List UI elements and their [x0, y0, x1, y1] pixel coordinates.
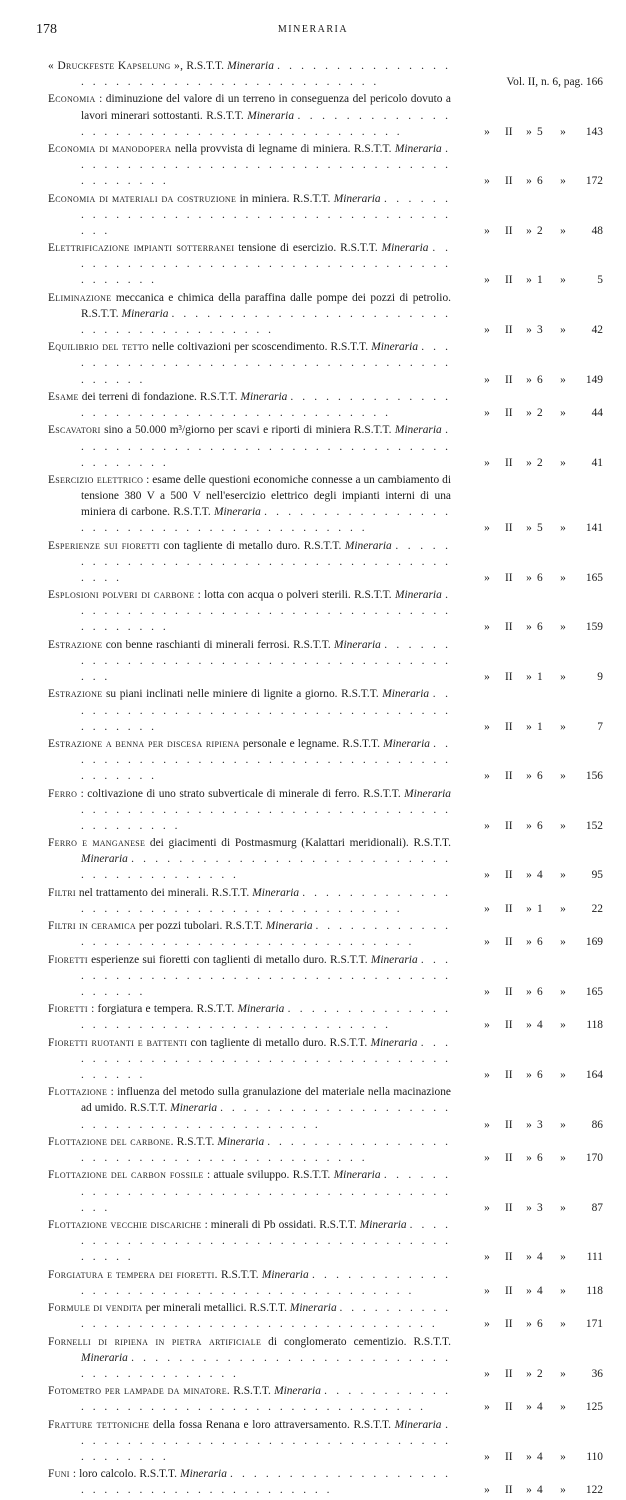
entry-source: Mineraria — [370, 1036, 418, 1049]
leader-dots: . . . . . . . . . . . . . . . . . . . . . . . . . . . . . . . . . . . . . . . . . — [81, 1351, 451, 1380]
leader-dots: . . . . . . . . . . . . . . . . . . . . . . . . . . . . . . . . . . . . . . . . . — [81, 1169, 451, 1214]
entry-heading: Flottazione vecchie discariche — [48, 1218, 202, 1231]
entry-reference: » II » 6 » 165 — [449, 570, 603, 586]
entry-description: : minerali di Pb ossidati. R.S.T.T. — [201, 1218, 360, 1231]
entry-source: Mineraria — [394, 589, 442, 602]
issue-number: 6 — [537, 1318, 543, 1331]
entry-description: sino a 50.000 m³/giorno per scavi e riporti di miniera R.S.T.T. — [100, 424, 395, 437]
leader-dots: . . . . . . . . . . . . . . . . . . . . . . . . . . . . . . . . . . . . . . . . . — [81, 1385, 451, 1414]
entry-heading: Filtri — [48, 886, 76, 899]
entry-description: : attuale sviluppo. R.S.T.T. — [203, 1169, 334, 1182]
entry-source: Mineraria — [359, 1218, 407, 1231]
entry-description: per minerali metallici. R.S.T.T. — [142, 1302, 290, 1315]
page-ref: 95 — [591, 869, 603, 882]
entry-reference: » II » 4 » 95 — [449, 867, 603, 883]
index-entry — [48, 786, 603, 834]
volume: II — [505, 770, 513, 783]
entry-source: Mineraria — [81, 853, 128, 866]
entry-source: Mineraria — [214, 506, 261, 519]
entry-description: con tagliente di metallo duro. R.S.T.T. — [159, 539, 345, 552]
leader-dots: . . . . . . . . . . . . . . . . . . . . . . . . . . . . . . . . . . . . . . . . . — [81, 1268, 451, 1297]
entry-reference: » II » 4 » 118 — [449, 1283, 603, 1299]
page-ref: 118 — [586, 1019, 603, 1032]
entry-source: Mineraria — [240, 390, 288, 403]
entry-source: Mineraria — [274, 1385, 321, 1398]
page-ref: 156 — [585, 770, 603, 783]
page-ref: 165 — [585, 985, 603, 998]
page-ref: 125 — [585, 1401, 603, 1414]
entry-reference: » II » 3 » 42 — [449, 322, 603, 338]
leader-dots: . . . . . . . . . . . . . . . . . . . . . . . . . . . . . . . . . . . . . . . . . — [81, 803, 451, 832]
entry-heading: Ferro e manganese — [48, 837, 146, 850]
entry-description: di conglomerato cementizio. R.S.T.T. — [261, 1335, 451, 1348]
volume: II — [505, 1152, 513, 1165]
index-entry — [48, 637, 603, 685]
entry-heading: Fioretti ruotanti e battenti — [48, 1036, 188, 1049]
entry-heading: Esplosioni polveri di carbone — [48, 589, 195, 602]
issue-number: 6 — [537, 571, 543, 584]
entry-source: Mineraria — [394, 1418, 442, 1431]
volume: II — [505, 323, 513, 336]
index-entry — [48, 240, 603, 288]
entry-reference: » II » 6 » 172 — [449, 173, 603, 189]
entry-heading: « Druckfeste Kapselung », — [48, 60, 184, 72]
volume: II — [505, 1019, 513, 1032]
issue-number: 6 — [537, 175, 543, 188]
index-entry — [48, 389, 603, 421]
page-ref: 48 — [591, 224, 603, 237]
entry-heading: Estrazione a benna per discesa ripiena — [48, 738, 240, 750]
entry-heading: Esercizio elettrico — [48, 474, 144, 487]
entry-source: Mineraria — [237, 1003, 285, 1016]
entry-source: Mineraria — [227, 60, 274, 72]
leader-dots: . . . . . . . . . . . . . . . . . . . . . . . . . . . . . . . . . . . . . . . . . — [81, 589, 451, 634]
entry-heading: Filtri in ceramica — [48, 920, 136, 933]
entry-source: Mineraria — [382, 688, 430, 701]
entry-source: Mineraria — [394, 424, 442, 437]
issue-number: 4 — [537, 1484, 543, 1497]
entry-source: Mineraria — [370, 953, 418, 966]
page-ref: 159 — [585, 621, 603, 634]
entry-source: Mineraria — [180, 1468, 227, 1481]
index-entry — [48, 538, 603, 586]
entry-heading: Forgiatura e tempera dei fioretti. — [48, 1268, 218, 1281]
entry-description: tensione di esercizio. R.S.T.T. — [234, 242, 382, 255]
entry-heading: Economia di manodopera — [48, 143, 172, 156]
page-ref: 110 — [586, 1450, 603, 1463]
volume: II — [505, 522, 513, 535]
volume: II — [505, 985, 513, 998]
issue-number: 4 — [537, 1284, 543, 1297]
entry-reference: » II » 3 » 87 — [449, 1200, 603, 1216]
volume: II — [505, 1401, 513, 1414]
index-entry — [48, 952, 603, 1000]
leader-dots: . . . . . . . . . . . . . . . . . . . . . . . . . . . . . . . . . . . . . . . . . — [81, 390, 451, 420]
issue-number: 5 — [537, 522, 543, 535]
issue-number: 2 — [537, 1367, 543, 1380]
index-entry — [48, 1300, 603, 1332]
index-entry — [48, 885, 603, 917]
volume: II — [505, 1284, 513, 1297]
entry-description: su piani inclinati nelle miniere di lignite a giorno. R.S.T.T. — [102, 688, 383, 701]
volume: II — [505, 571, 513, 584]
entry-heading: Esperienze sui fioretti — [48, 539, 160, 552]
entry-heading: Flottazione del carbone. — [48, 1135, 174, 1148]
issue-number: 2 — [537, 407, 543, 420]
entry-reference: » II » 1 » 22 — [449, 901, 603, 917]
entry-source: Mineraria — [344, 539, 392, 552]
entry-reference: » II » 6 » 152 — [449, 818, 603, 834]
entry-description: in miniera. R.S.T.T. — [236, 192, 334, 205]
volume: II — [505, 407, 513, 420]
entry-description: R.S.T.T. — [217, 1268, 262, 1281]
entry-description: personale e legname. R.S.T.T. — [239, 738, 384, 750]
issue-number: 2 — [537, 224, 543, 237]
volume: II — [505, 1450, 513, 1463]
entry-description: esperienze sui fioretti con taglienti di metallo duro. R.S.T.T. — [87, 953, 371, 966]
issue-number: 6 — [537, 936, 543, 949]
issue-number: 6 — [537, 819, 543, 832]
issue-number: 6 — [537, 1152, 543, 1165]
entry-reference: » II » 3 » 86 — [449, 1117, 603, 1133]
issue-number: 1 — [537, 902, 543, 915]
entry-description: nelle coltivazioni per scoscendimento. R.S.T.T. — [148, 341, 372, 354]
page-ref: 22 — [591, 902, 603, 915]
issue-number: 1 — [537, 720, 543, 733]
index-entry — [48, 58, 603, 90]
index-entry — [48, 141, 603, 189]
entry-reference: » II » 6 » 169 — [449, 934, 603, 950]
volume: II — [505, 1484, 513, 1497]
leader-dots: . . . . . . . . . . . . . . . . . . . . . . . . . . . . . . . . . . . . . . . . . — [81, 1302, 451, 1331]
entry-reference: » II » 6 » 170 — [449, 1150, 603, 1166]
entry-reference: » II » 6 » 164 — [449, 1067, 603, 1083]
volume: II — [505, 175, 513, 188]
page-ref: 36 — [591, 1367, 603, 1380]
page-ref: 169 — [585, 936, 603, 949]
entry-source: Mineraria — [394, 143, 442, 156]
entry-heading: Funi — [48, 1468, 70, 1481]
page-number: 178 — [36, 22, 57, 37]
entry-source: Mineraria — [333, 1169, 381, 1182]
page-ref: 171 — [585, 1318, 603, 1331]
entry-description: della fossa Renana e loro attraversamento. R.S.T.T. — [149, 1418, 395, 1431]
leader-dots: . . . . . . . . . . . . . . . . . . . . . . . . . . . . . . . . . . . . . . . . . — [81, 1468, 451, 1497]
entry-source: Mineraria — [265, 920, 313, 933]
entry-heading: Ferro — [48, 787, 78, 800]
index-entry — [48, 587, 603, 635]
issue-number: 6 — [537, 621, 543, 634]
volume: II — [505, 819, 513, 832]
issue-number: 4 — [537, 1251, 543, 1264]
leader-dots: . . . . . . . . . . . . . . . . . . . . . . . . . . . . . . . . . . . . . . . . . — [81, 424, 451, 469]
issue-number: 3 — [537, 1201, 543, 1214]
leader-dots: . . . . . . . . . . . . . . . . . . . . . . . . . . . . . . . . . . . . . . . . . — [81, 192, 452, 237]
entry-description: con tagliente di metallo duro. R.S.T.T. — [187, 1036, 371, 1049]
index-entry — [48, 290, 603, 338]
index-entry — [48, 339, 603, 387]
index-entry — [48, 1334, 603, 1382]
entry-heading: Formule di vendita — [48, 1302, 143, 1315]
entry-source: Mineraria — [383, 738, 430, 750]
index-entry — [48, 1084, 603, 1132]
entry-source: Mineraria — [334, 638, 381, 651]
page-ref: 170 — [585, 1152, 603, 1165]
entry-source: Mineraria — [371, 341, 419, 354]
page-ref: 9 — [597, 671, 603, 684]
index-entry — [48, 1134, 603, 1166]
leader-dots: . . . . . . . . . . . . . . . . . . . . . . . . . . . . . . . . . . . . . . . . . — [81, 920, 451, 949]
volume: II — [505, 936, 513, 949]
entry-description: nella provvista di legname di miniera. R.S.T.T. — [171, 143, 395, 156]
leader-dots: . . . . . . . . . . . . . . . . . . . . . . . . . . . . . . . . . . . . . . . . . — [81, 143, 451, 188]
leader-dots: . . . . . . . . . . . . . . . . . . . . . . . . . . . . . . . . . . . . . . . . . — [81, 1036, 451, 1081]
index-entry — [48, 835, 603, 883]
volume: II — [505, 671, 513, 684]
entry-reference: » II » 2 » 48 — [449, 223, 603, 239]
issue-number: 1 — [537, 274, 543, 287]
index-entry — [48, 1035, 603, 1083]
entry-heading: Estrazione — [48, 688, 103, 701]
leader-dots: . . . . . . . . . . . . . . . . . . . . . . . . . . . . . . . . . . . . . . . . . — [81, 539, 451, 584]
volume: II — [505, 1367, 513, 1380]
entry-description: dei terreni di fondazione. R.S.T.T. — [78, 390, 241, 403]
volume: II — [505, 373, 513, 386]
leader-dots: . . . . . . . . . . . . . . . . . . . . . . . . . . . . . . . . . . . . . . . . . — [81, 341, 451, 386]
entry-reference: » II » 2 » 44 — [449, 405, 603, 421]
page-ref: 152 — [585, 819, 603, 832]
entry-reference: Vol. II, n. 6, pag. 166 — [443, 74, 603, 90]
issue-number: 4 — [537, 869, 543, 882]
page-ref: 164 — [585, 1068, 603, 1081]
leader-dots: . . . . . . . . . . . . . . . . . . . . . . . . . . . . . . . . . . . . . . . . . — [81, 638, 451, 684]
entry-reference: » II » 4 » 122 — [449, 1482, 603, 1498]
entry-source: Mineraria — [217, 1135, 265, 1148]
index-entry — [48, 472, 603, 536]
entry-reference: » II » 2 » 41 — [449, 455, 603, 471]
entry-heading: Flottazione — [48, 1086, 108, 1099]
index-entry — [48, 1466, 603, 1498]
issue-number: 4 — [537, 1401, 543, 1414]
issue-number: 2 — [537, 456, 543, 469]
running-title: MINERARIA — [277, 24, 349, 35]
page-ref: 42 — [591, 323, 603, 336]
leader-dots: . . . . . . . . . . . . . . . . . . . . . . . . . . . . . . . . . . . . . . . . . — [81, 242, 451, 287]
leader-dots: . . . . . . . . . . . . . . . . . . . . . . . . . . . . . . . . . . . . . . . . . — [81, 1135, 451, 1165]
volume: II — [505, 1201, 513, 1214]
index-entry — [48, 1417, 603, 1465]
entry-heading: Esame — [48, 390, 79, 403]
issue-number: 3 — [537, 1118, 543, 1131]
leader-dots: . . . . . . . . . . . . . . . . . . . . . . . . . . . . . . . . . . . . . . . . . — [81, 1218, 451, 1264]
index-entry — [48, 91, 603, 139]
volume: II — [505, 1251, 513, 1264]
entry-description: : loro calcolo. R.S.T.T. — [69, 1468, 181, 1481]
page-ref: 165 — [585, 571, 603, 584]
leader-dots: . . . . . . . . . . . . . . . . . . . . . . . . . . . . . . . . . . . . . . . . . — [81, 307, 451, 336]
page-ref: 87 — [591, 1201, 603, 1214]
entry-description: : esame delle questioni economiche connesse a un cambiamento di tensione 380 V a 500 V nell'esercizio elettrico degli impianti interni di una miniera di carbone. R.S.T.T. — [81, 474, 451, 519]
entry-description: con benne raschianti di minerali ferrosi. R.S.T.T. — [102, 638, 335, 651]
entry-description: R.S.T.T. — [230, 1385, 275, 1398]
index-entry — [48, 1001, 603, 1033]
entry-heading: Fotometro per lampade da minatore. — [48, 1385, 231, 1398]
volume: II — [505, 224, 513, 237]
index-entry — [48, 1267, 603, 1299]
leader-dots: . . . . . . . . . . . . . . . . . . . . . . . . . . . . . . . . . . . . . . . . . — [81, 506, 452, 535]
page-ref: 41 — [591, 456, 603, 469]
entry-source: Mineraria — [404, 787, 451, 800]
entry-reference: » II » 4 » 125 — [449, 1399, 603, 1415]
issue-number: 4 — [537, 1450, 543, 1463]
leader-dots: . . . . . . . . . . . . . . . . . . . . . . . . . . . . . . . . . . . . . . . . . — [81, 60, 451, 89]
entry-reference: » II » 1 » 7 — [449, 719, 603, 735]
entry-reference: » II » 5 » 143 — [449, 124, 603, 140]
entry-heading: Escavatori — [48, 424, 101, 437]
entry-heading: Flottazione del carbon fossile — [48, 1169, 204, 1182]
index-entry — [48, 1383, 603, 1415]
leader-dots: . . . . . . . . . . . . . . . . . . . . . . . . . . . . . . . . . . . . . . . . . — [81, 953, 451, 998]
entry-heading: Estrazione — [48, 638, 103, 651]
entry-source: Mineraria — [121, 307, 169, 320]
index-entries — [48, 58, 603, 1500]
entry-heading: Fioretti — [48, 953, 88, 966]
entry-source: Mineraria — [381, 242, 429, 255]
entry-description: dei giacimenti di Postmasmurg (Kalattari meridionali). R.S.T.T. — [145, 837, 452, 850]
entry-heading: Fratture tettoniche — [48, 1418, 150, 1431]
page-ref: 141 — [585, 522, 603, 535]
entry-reference: » II » 6 » 159 — [449, 619, 603, 635]
page-ref: 122 — [585, 1484, 603, 1497]
index-entry — [48, 1167, 603, 1215]
entry-description: R.S.T.T. — [183, 60, 228, 72]
leader-dots: . . . . . . . . . . . . . . . . . . . . . . . . . . . . . . . . . . . . . . . . . — [81, 1102, 451, 1131]
leader-dots: . . . . . . . . . . . . . . . . . . . . . . . . . . . . . . . . . . . . . . . . . — [81, 886, 451, 915]
entry-description: meccanica e chimica della paraffina dalle pompe dei pozzi di petrolio. R.S.T.T. — [81, 291, 451, 320]
entry-heading: Economia di materiali da costruzione — [48, 192, 237, 205]
entry-reference: » II » 6 » 156 — [449, 768, 603, 784]
volume: II — [505, 456, 513, 469]
entry-description: : forgiatura e tempera. R.S.T.T. — [87, 1003, 238, 1016]
volume: II — [505, 720, 513, 733]
page-ref: 111 — [586, 1251, 603, 1264]
entry-heading: Eliminazione — [48, 291, 112, 304]
issue-number: 6 — [537, 770, 543, 783]
entry-description: : lotta con acqua o polveri sterili. R.S.T.T. — [194, 589, 395, 602]
entry-reference: » II » 5 » 141 — [449, 520, 603, 536]
volume: II — [505, 621, 513, 634]
page-ref: 7 — [597, 720, 603, 733]
entry-source: Mineraria — [289, 1302, 337, 1315]
issue-number: 4 — [537, 1019, 543, 1032]
entry-reference: » II » 6 » 165 — [449, 984, 603, 1000]
index-entry — [48, 918, 603, 950]
entry-description: R.S.T.T. — [173, 1135, 218, 1148]
index-entry — [48, 422, 603, 470]
page-ref: 118 — [586, 1284, 603, 1297]
page-ref: 172 — [585, 175, 603, 188]
leader-dots: . . . . . . . . . . . . . . . . . . . . . . . . . . . . . . . . . . . . . . . . . — [81, 738, 452, 783]
entry-heading: Economia — [48, 93, 96, 106]
entry-reference: » II » 6 » 149 — [449, 372, 603, 388]
issue-number: 3 — [537, 323, 543, 336]
entry-source: Mineraria — [333, 192, 381, 205]
entry-reference: » II » 1 » 9 — [449, 669, 603, 685]
page-ref: 5 — [597, 274, 603, 287]
page-ref: 44 — [591, 407, 603, 420]
issue-number: 6 — [537, 1068, 543, 1081]
entry-source: Mineraria — [81, 1351, 128, 1364]
entry-reference: » II » 1 » 5 — [449, 272, 603, 288]
issue-number: 5 — [537, 125, 543, 138]
entry-reference: » II » 4 » 110 — [449, 1449, 603, 1465]
leader-dots: . . . . . . . . . . . . . . . . . . . . . . . . . . . . . . . . . . . . . . . . . — [81, 688, 451, 733]
volume: II — [505, 1118, 513, 1131]
entry-description: : diminuzione del valore di un terreno in conseguenza del pericolo dovuto a lavori minerari sottostanti. R.S.T.T. — [81, 93, 451, 122]
entry-source: Mineraria — [261, 1268, 309, 1281]
index-entry — [48, 1217, 603, 1265]
entry-heading: Elettrificazione impianti sotterranei — [48, 242, 235, 255]
page-ref: 86 — [591, 1118, 603, 1131]
volume: II — [505, 1318, 513, 1331]
index-entry — [48, 191, 603, 239]
entry-reference: » II » 2 » 36 — [449, 1366, 603, 1382]
entry-reference: » II » 4 » 111 — [449, 1249, 603, 1265]
entry-source: Mineraria — [247, 109, 295, 122]
issue-number: 6 — [537, 985, 543, 998]
index-entry — [48, 736, 603, 784]
leader-dots: . . . . . . . . . . . . . . . . . . . . . . . . . . . . . . . . . . . . . . . . . — [81, 1418, 451, 1463]
issue-number: 1 — [537, 671, 543, 684]
leader-dots: . . . . . . . . . . . . . . . . . . . . . . . . . . . . . . . . . . . . . . . . . — [81, 853, 451, 882]
issue-number: 6 — [537, 373, 543, 386]
entry-heading: Equilibrio del tetto — [48, 341, 149, 354]
volume: II — [505, 902, 513, 915]
entry-source: Mineraria — [252, 886, 300, 899]
volume: II — [505, 1068, 513, 1081]
volume: II — [505, 274, 513, 287]
entry-reference: » II » 4 » 118 — [449, 1017, 603, 1033]
leader-dots: . . . . . . . . . . . . . . . . . . . . . . . . . . . . . . . . . . . . . . . . . — [81, 1003, 451, 1032]
entry-source: Mineraria — [170, 1102, 218, 1115]
page-ref: 149 — [585, 373, 603, 386]
entry-heading: Fioretti — [48, 1003, 88, 1016]
page-ref: 143 — [585, 125, 603, 138]
entry-heading: Fornelli di ripiena in pietra artificiale — [48, 1335, 262, 1348]
entry-reference: » II » 6 » 171 — [449, 1316, 603, 1332]
entry-description: nel trattamento dei minerali. R.S.T.T. — [75, 886, 253, 899]
entry-description: per pozzi tubolari. R.S.T.T. — [135, 920, 266, 933]
volume: II — [505, 869, 513, 882]
index-entry — [48, 686, 603, 734]
leader-dots: . . . . . . . . . . . . . . . . . . . . . . . . . . . . . . . . . . . . . . . . . — [81, 109, 451, 138]
volume: II — [505, 125, 513, 138]
entry-description: : influenza del metodo sulla granulazione del materiale nella macinazione ad umido. R.S.T.T. — [81, 1086, 451, 1115]
entry-description: : coltivazione di uno strato subverticale di minerale di ferro. R.S.T.T. — [77, 787, 405, 800]
